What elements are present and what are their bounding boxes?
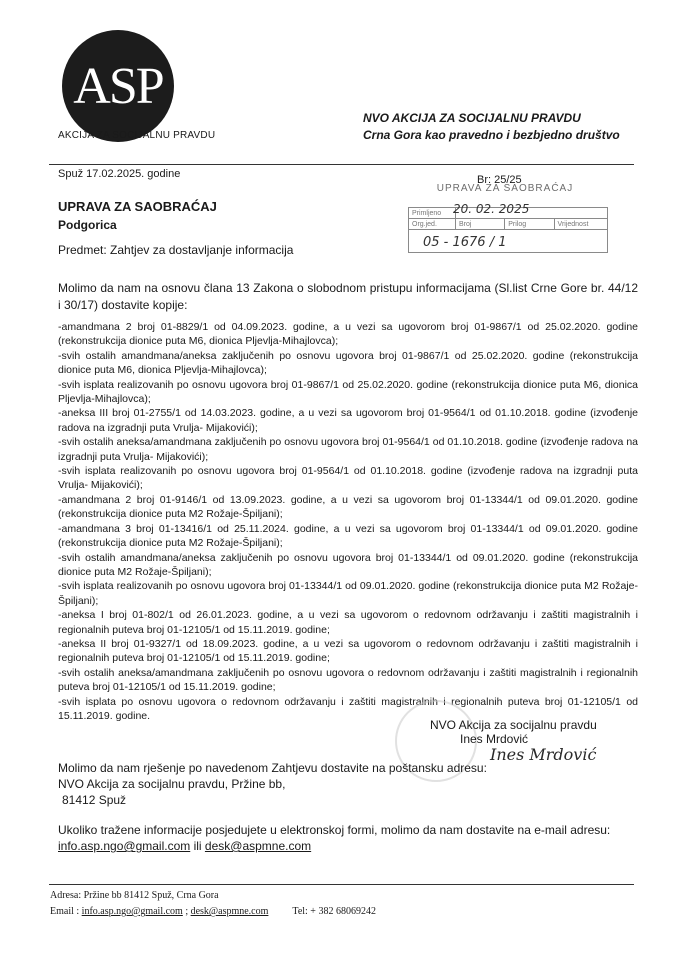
logo-caption: AKCIJA ZA SOCIJALNU PRAVDU: [58, 130, 216, 141]
footer: [50, 888, 376, 920]
recipient-city: Podgorica: [58, 218, 117, 232]
stamp-received-date: 20. 02. 2025: [453, 202, 530, 216]
list-item: -amandmana 2 broj 01-8829/1 od 04.09.2023. godine, a u vezi sa ugovorom broj 01-9867/1 od 25.02.2020. godine (rekonstrukcija dionice puta M6, dionica Pljevlja-Mihajlovca);: [58, 321, 638, 348]
stamp-title: UPRAVA ZA SAOBRAĆAJ: [436, 183, 574, 194]
list-item: -svih isplata po osnovu ugovora o redovnom održavanju i zaštiti magistralnih i regionalnih puteva broj 01-12105/1 od 15.11.2019. godine.: [58, 695, 638, 722]
closing-line: Molimo da nam rješenje po navedenom Zahtjevu dostavite na poštansku adresu:: [58, 761, 487, 775]
signature-name: Ines Mrdović: [460, 732, 529, 746]
footer-email-separator: ;: [182, 906, 191, 917]
list-item: -svih isplata realizovanih po osnovu ugovora broj 01-9867/1 od 25.02.2020. godine (rekonstrukcija dionice puta M6, dionica Pljevlja-Mihajlovca);: [58, 378, 638, 406]
org-name: NVO AKCIJA ZA SOCIJALNU PRAVDU: [363, 111, 581, 125]
email-link-gmail[interactable]: info.asp.ngo@gmail.com: [58, 839, 191, 853]
list-item: -svih ostalih aneksa/amandmana zaključenih po osnovu ugovora o redovnom održavanju i zaštiti magistralnih i regionalnih puteva broj 01-12105/1 od 15.11.2019. godine;: [58, 666, 638, 694]
footer-email-desk[interactable]: desk@aspmne.com: [190, 906, 269, 917]
list-item: -aneksa II broj 01-9327/1 od 18.09.2023. godine, a u vezi sa ugovorom o redovnom održavanju i zaštiti magistralnih i regionalnih puteva broj 01-12105/1 od 15.11.2019. godine;: [58, 637, 638, 665]
footer-email-label: Email :: [50, 906, 82, 917]
signature-block: [430, 718, 597, 746]
registry-stamp: [405, 183, 610, 253]
recipient-name: UPRAVA ZA SAOBRAĆAJ: [58, 199, 217, 214]
footer-address: Adresa: Pržine bb 81412 Spuž, Crna Gora: [50, 890, 219, 901]
reference-number: Br: 25/25: [477, 174, 522, 186]
stamp-org-unit-label: Org.jed.: [409, 219, 456, 230]
recipient: [58, 198, 217, 234]
asp-logo: [62, 30, 174, 142]
closing-paragraph: [58, 760, 487, 808]
list-item: -svih isplata realizovanih po osnovu ugovora broj 01-13344/1 od 09.01.2020. godine (rekonstrukcija dionice puta M2 Rožaje-Špiljani);: [58, 580, 638, 607]
stamp-attachment-label: Prilog: [505, 219, 554, 230]
logo-mark: ASP: [73, 57, 163, 115]
list-item: -svih ostalih aneksa/amandmana zaključenih po osnovu ugovora broj 01-9564/1 od 01.10.2018. godine (izvođenje radova na izgradnji puta Vrulja- Mijakovići);: [58, 436, 638, 463]
list-item: -amandmana 3 broj 01-13416/1 od 25.11.2024. godine, a u vezi sa ugovorom broj 01-13344/1 od 09.01.2020. godine (rekonstrukcija dionice puta M2 Rožaje-Špiljani);: [58, 522, 638, 550]
org-header: [363, 110, 620, 144]
signature-org: NVO Akcija za socijalnu pravdu: [430, 718, 597, 732]
handwritten-signature: Ines Mrdović: [490, 745, 597, 764]
footer-phone: Tel: + 382 68069242: [292, 906, 376, 917]
list-item: -aneksa I broj 01-802/1 od 26.01.2023. godine, a u vezi sa ugovorom o redovnom održavanju i zaštiti magistralnih i regionalnih puteva broj 01-12105/1 od 15.11.2019. godine;: [58, 609, 638, 636]
subject-line: Predmet: Zahtjev za dostavljanje informacija: [58, 243, 294, 257]
closing-line: 81412 Spuž: [62, 793, 127, 807]
closing-line: NVO Akcija za socijalnu pravdu, Pržine bb,: [58, 777, 286, 791]
header-divider: [49, 164, 634, 165]
list-item: -amandmana 2 broj 01-9146/1 od 13.09.2023. godine, a u vezi sa ugovorom broj 01-13344/1 od 09.01.2020. godine (rekonstrukcija dionice puta M2 Rožaje-Špiljani);: [58, 493, 638, 521]
stamp-number-label: Broj: [456, 219, 505, 230]
list-item: -svih ostalih amandmana/aneksa zaključenih po osnovu ugovora broj 01-13344/1 od 09.01.2020. godine (rekonstrukcija dionice puta M2 Rožaje-Špiljani);: [58, 551, 638, 578]
email-request-text: Ukoliko tražene informacije posjedujete u elektronskoj formi, molimo da nam dostavite na e-mail adresu:: [58, 823, 611, 837]
request-list: [58, 320, 638, 723]
intro-paragraph: Molimo da nam na osnovu člana 13 Zakona o slobodnom pristupu informacijama (Sl.list Crne Gore br. 44/12 i 30/17) dostavite kopije:: [58, 281, 638, 312]
email-request: [58, 822, 638, 854]
email-separator: ili: [190, 839, 205, 853]
org-motto: Crna Gora kao pravedno i bezbjedno društvo: [363, 128, 620, 142]
letter-date: Spuž 17.02.2025. godine: [58, 168, 181, 180]
footer-email-gmail[interactable]: info.asp.ngo@gmail.com: [81, 906, 183, 917]
list-item: -svih ostalih amandmana/aneksa zaključenih po osnovu ugovora broj 01-9867/1 od 25.02.2020. godine (rekonstrukcija dionice puta M6, dionica Pljevlja-Mihajlovca);: [58, 349, 638, 377]
footer-divider: [49, 884, 634, 885]
stamp-number: 05 - 1676 / 1: [423, 235, 507, 250]
email-link-desk[interactable]: desk@aspmne.com: [204, 839, 312, 853]
list-item: -svih isplata realizovanih po osnovu ugovora broj 01-9564/1 od 01.10.2018. godine (izvođenje radova na izgradnji puta Vrulja- Mijakovići);: [58, 465, 638, 492]
stamp-received-label: Primljeno: [409, 208, 456, 219]
list-item: -aneksa III broj 01-2755/1 od 14.03.2023. godine, a u vezi sa ugovorom broj 01-9564/1 od 01.10.2018. godine (izvođenje radova na izgradnji puta Vrulja- Mijakovići);: [58, 407, 638, 434]
stamp-value-label: Vrijednost: [554, 219, 607, 230]
